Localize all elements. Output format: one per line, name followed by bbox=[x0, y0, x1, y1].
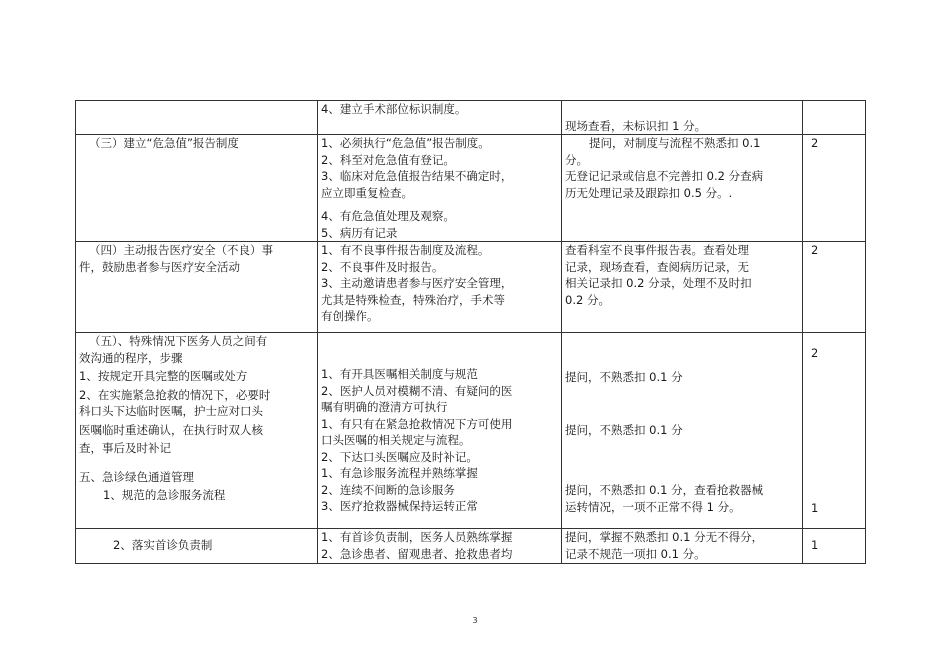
standard-line: 2、不良事件及时报告。 bbox=[321, 259, 444, 274]
method-line: 提问，不熟悉扣 0.1 分 bbox=[565, 422, 683, 437]
item-line: （五）、特殊情况下医务人员之间有 bbox=[89, 334, 268, 348]
score-value: 1 bbox=[811, 538, 819, 552]
item-line: 1、规范的急诊服务流程 bbox=[103, 488, 226, 502]
method-line: 分。 bbox=[565, 152, 588, 167]
item-line: 查，事后及时补记 bbox=[79, 441, 171, 455]
standard-line: 4、建立手术部位标识制度。 bbox=[321, 102, 467, 116]
item-cell bbox=[76, 242, 318, 333]
standard-line: 有创操作。 bbox=[321, 309, 379, 323]
method-cell bbox=[562, 135, 803, 242]
item-line: 1、按规定开具完整的医嘱或处方 bbox=[79, 369, 248, 383]
method-line: 现场查看，未标识扣 1 分。 bbox=[565, 118, 707, 133]
method-cell bbox=[562, 333, 803, 529]
score-cell bbox=[803, 529, 866, 564]
item-cell bbox=[76, 135, 318, 242]
item-line: 医嘱临时重述确认，在执行时双人核 bbox=[79, 422, 263, 437]
standard-line: 2、科至对危急值有登记。 bbox=[321, 152, 455, 167]
table-row bbox=[76, 242, 866, 333]
standards-cell bbox=[318, 242, 562, 333]
standard-line: 嘱有明确的澄清方可执行 bbox=[321, 400, 448, 414]
method-line: 无登记记录或信息不完善扣 0.2 分查病 bbox=[565, 169, 764, 183]
table-row bbox=[76, 135, 866, 242]
item-line: 2、落实首诊负责制 bbox=[113, 538, 213, 552]
standard-line: 3、医疗抢救器械保持运转正常 bbox=[321, 499, 478, 513]
method-line bbox=[565, 101, 799, 118]
standard-line: 3、主动邀请患者参与医疗安全管理， bbox=[321, 276, 513, 290]
score-value: 1 bbox=[811, 500, 819, 515]
item-cell bbox=[76, 333, 318, 529]
standard-line: 1、有首诊负责制，医务人员熟练掌握 bbox=[321, 530, 513, 544]
item-line: 五、急诊绿色通道管理 bbox=[79, 469, 194, 484]
item-cell bbox=[76, 101, 318, 135]
standards-cell bbox=[318, 529, 562, 564]
standard-line: 应立即重复检查。 bbox=[321, 185, 413, 200]
score-value: 2 bbox=[811, 136, 819, 150]
method-line: 相关记录扣 0.2 分录，处理不及时扣 bbox=[565, 276, 752, 290]
standard-line: 1、必须执行“危急值”报告制度。 bbox=[321, 136, 490, 150]
score-value: 2 bbox=[811, 346, 819, 360]
item-cell bbox=[76, 529, 318, 564]
method-cell bbox=[562, 101, 803, 135]
method-cell bbox=[562, 529, 803, 564]
standard-line: 1、有开具医嘱相关制度与规范 bbox=[321, 367, 478, 381]
method-line: 提问，不熟悉扣 0.1 分 bbox=[565, 370, 683, 384]
table-row bbox=[76, 529, 866, 564]
item-line: （四）主动报告医疗安全（不良）事 bbox=[89, 243, 273, 257]
standard-line: 4、有危急值处理及观察。 bbox=[321, 209, 455, 223]
standard-line: 2、急诊患者、留观患者、抢救患者均 bbox=[321, 546, 513, 561]
page-number: 3 bbox=[472, 616, 478, 625]
standard-line: 2、连续不间断的急诊服务 bbox=[321, 482, 455, 497]
method-line: 0.2 分。 bbox=[565, 292, 610, 307]
standard-line: 2、下达口头医嘱应及时补记。 bbox=[321, 449, 478, 464]
standards-cell bbox=[318, 333, 562, 529]
standard-line: 尤其是特殊检查，特殊治疗，手术等 bbox=[321, 292, 505, 307]
method-line: 提问，掌握不熟悉扣 0.1 分无不得分， bbox=[565, 530, 764, 544]
item-line: 效沟通的程序，步骤 bbox=[79, 350, 183, 365]
method-line: 记录，现场查看，查阅病历记录，无 bbox=[565, 259, 749, 274]
table-row bbox=[76, 333, 866, 529]
method-line: 历无处理记录及跟踪扣 0.5 分。. bbox=[565, 185, 733, 200]
item-line: 2、在实施紧急抢救的情况下，必要时 bbox=[79, 387, 271, 402]
method-line: 提问，不熟悉扣 0.1 分，查看抢救器械 bbox=[565, 483, 764, 497]
standard-line: 1、有只有在紧急抢救情况下方可使用 bbox=[321, 416, 513, 431]
standard-line: 口头医嘱的相关规定与流程。 bbox=[321, 433, 471, 447]
standard-line: 2、医护人员对模糊不清、有疑问的医 bbox=[321, 383, 513, 398]
method-line: 提问，对制度与流程不熟悉扣 0.1 bbox=[589, 136, 761, 150]
score-cell bbox=[803, 242, 866, 333]
item-line: 科口头下达临时医嘱，护士应对口头 bbox=[79, 404, 263, 418]
table-row bbox=[76, 101, 866, 135]
method-line: 运转情况，一项不正常不得 1 分。 bbox=[565, 499, 741, 514]
standard-line: 5、病历有记录 bbox=[321, 225, 398, 240]
score-value: 2 bbox=[811, 243, 819, 257]
standard-line: 1、有不良事件报告制度及流程。 bbox=[321, 243, 490, 257]
standards-cell bbox=[318, 101, 562, 135]
standards-cell bbox=[318, 135, 562, 242]
evaluation-table bbox=[75, 100, 866, 564]
method-line: 记录不规范一项扣 0.1 分。 bbox=[565, 546, 706, 561]
standard-line: 3、临床对危急值报告结果不确定时， bbox=[321, 169, 513, 183]
method-line: 查看科室不良事件报告表。查看处理 bbox=[565, 243, 749, 257]
item-line: （三）建立“危急值”报告制度 bbox=[89, 136, 239, 150]
standard-line: 1、有急诊服务流程并熟练掌握 bbox=[321, 466, 478, 480]
score-cell bbox=[803, 101, 866, 135]
method-cell bbox=[562, 242, 803, 333]
score-cell bbox=[803, 135, 866, 242]
score-cell bbox=[803, 333, 866, 529]
item-line: 件，鼓励患者参与医疗安全活动 bbox=[79, 259, 240, 274]
